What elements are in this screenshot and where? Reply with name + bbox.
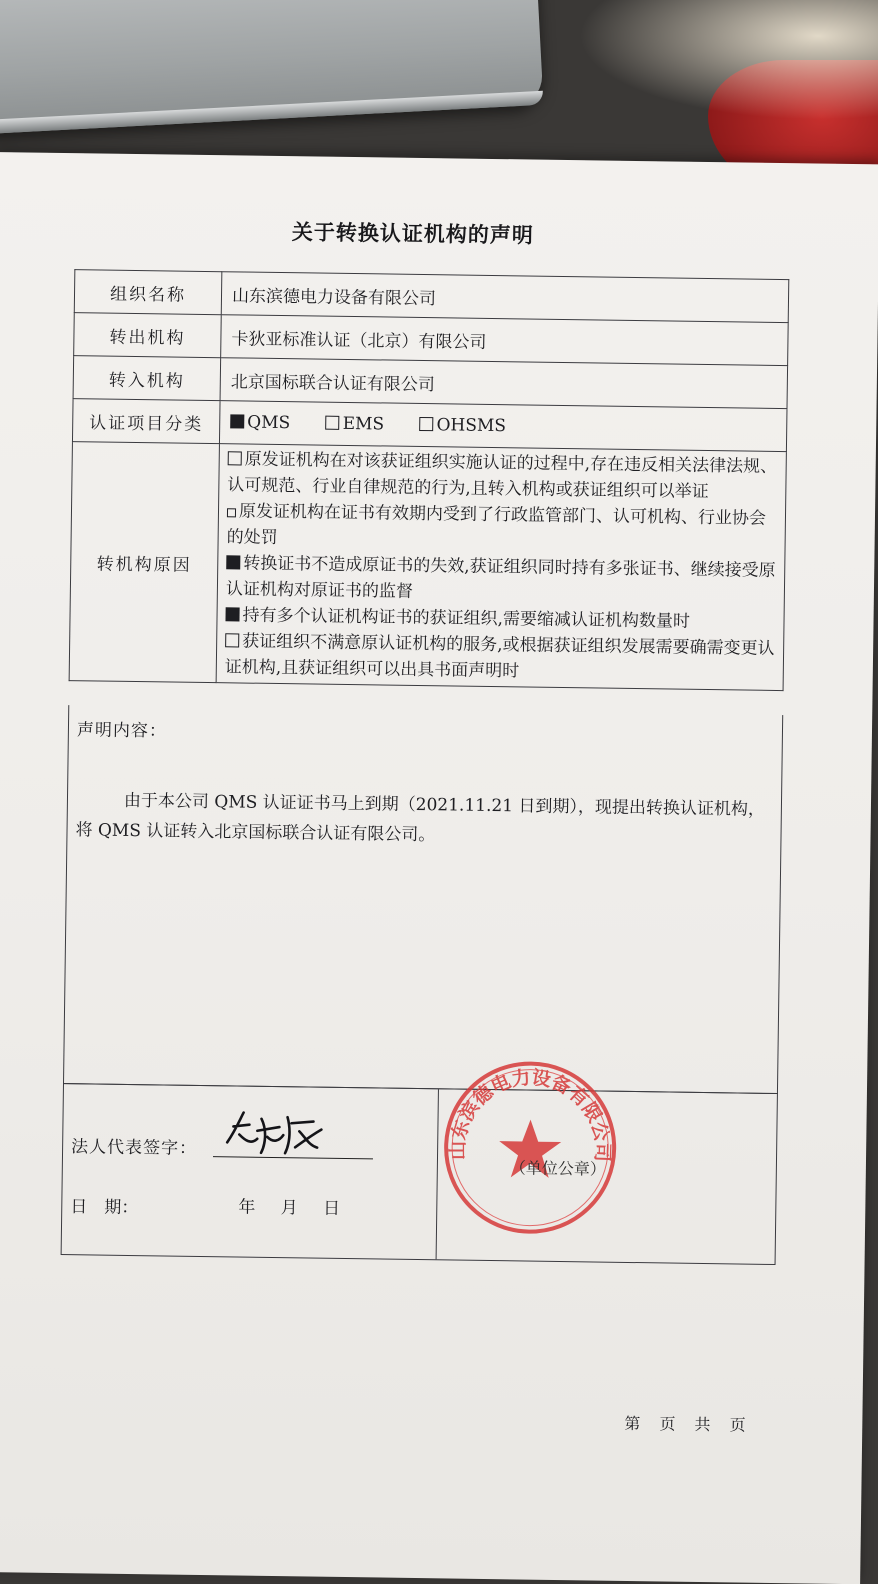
checkbox-checked-icon (230, 414, 244, 428)
checkbox-empty-icon (228, 451, 242, 465)
reason-text: 原发证机构在证书有效期内受到了行政监管部门、认可机构、行业协会的处罚 (226, 501, 767, 548)
handwritten-signature (221, 1100, 342, 1162)
checkbox-empty-icon (419, 417, 433, 431)
reason-item[interactable] (226, 550, 777, 610)
reason-item[interactable] (225, 628, 776, 688)
transfer-out-value: 卡狄亚标准认证（北京）有限公司 (221, 315, 789, 366)
legal-rep-signature-label: 法人代表签字： (70, 1137, 198, 1159)
transfer-in-label: 转入机构 (73, 356, 221, 401)
signature-section (61, 1083, 778, 1265)
page-number-footer: 第 页 共 页 (624, 1413, 746, 1435)
category-ems[interactable] (326, 414, 385, 435)
table-row (69, 442, 786, 691)
checkbox-empty-icon (225, 633, 239, 647)
transfer-out-label: 转出机构 (74, 313, 222, 358)
declaration-heading: 声明内容： (76, 720, 168, 742)
company-seal (439, 1056, 621, 1238)
reason-item[interactable] (226, 498, 777, 558)
date-value: 年 月 日 (238, 1197, 341, 1219)
category-ohsms[interactable] (419, 415, 506, 436)
reason-text: 获证组织不满意原认证机构的服务,或根据获证组织发展需要确需变更认证机构,且获证组织可以出具书面声明时 (224, 631, 775, 682)
svg-text:山东滨德电力设备有限公司: 山东滨德电力设备有限公司 (447, 1066, 614, 1163)
org-name-value: 山东滨德电力设备有限公司 (221, 272, 789, 323)
light-glare (578, 0, 878, 120)
checkbox-empty-icon (326, 416, 340, 430)
declaration-body: 由于本公司 QMS 认证证书马上到期（2021.11.21 日到期），现提出转换认证机构，将 QMS 认证转入北京国标联合认证有限公司。 (75, 790, 766, 846)
declaration-section (63, 705, 783, 1094)
checkbox-empty-icon (227, 508, 236, 517)
laptop-background (0, 0, 544, 135)
org-name-label: 组织名称 (74, 270, 222, 315)
category-label: 认证项目分类 (72, 399, 220, 444)
category-ohsms-label: OHSMS (436, 415, 507, 437)
reason-text: 原发证机构在对该获证组织实施认证的过程中,存在违反相关法律法规、认可规范、行业自律规范的行为,且转入机构或获证组织可以举证 (227, 449, 778, 503)
date-label: 日 期： (70, 1197, 139, 1219)
category-qms-label: QMS (247, 412, 291, 434)
reason-item[interactable] (227, 446, 778, 506)
stamp-caption: （单位公章） (509, 1158, 607, 1179)
reason-text: 转换证书不造成原证书的失效,获证组织同时持有多张证书、继续接受原认证机构对原证书的监督 (225, 553, 776, 602)
transfer-in-value: 北京国标联合认证有限公司 (220, 358, 788, 409)
category-qms[interactable] (230, 412, 290, 433)
checkbox-checked-icon (226, 555, 240, 569)
document-paper (0, 152, 878, 1584)
laptop-edge (0, 91, 544, 135)
category-ems-label: EMS (342, 413, 385, 435)
declaration-form-table (69, 269, 790, 691)
checkbox-checked-icon (225, 607, 239, 621)
reason-text: 持有多个认证机构证书的获证组织,需要缩减认证机构数量时 (242, 605, 691, 632)
document-title: 关于转换认证机构的声明 (291, 220, 535, 248)
reason-list (216, 444, 786, 691)
reason-label: 转机构原因 (69, 442, 219, 683)
